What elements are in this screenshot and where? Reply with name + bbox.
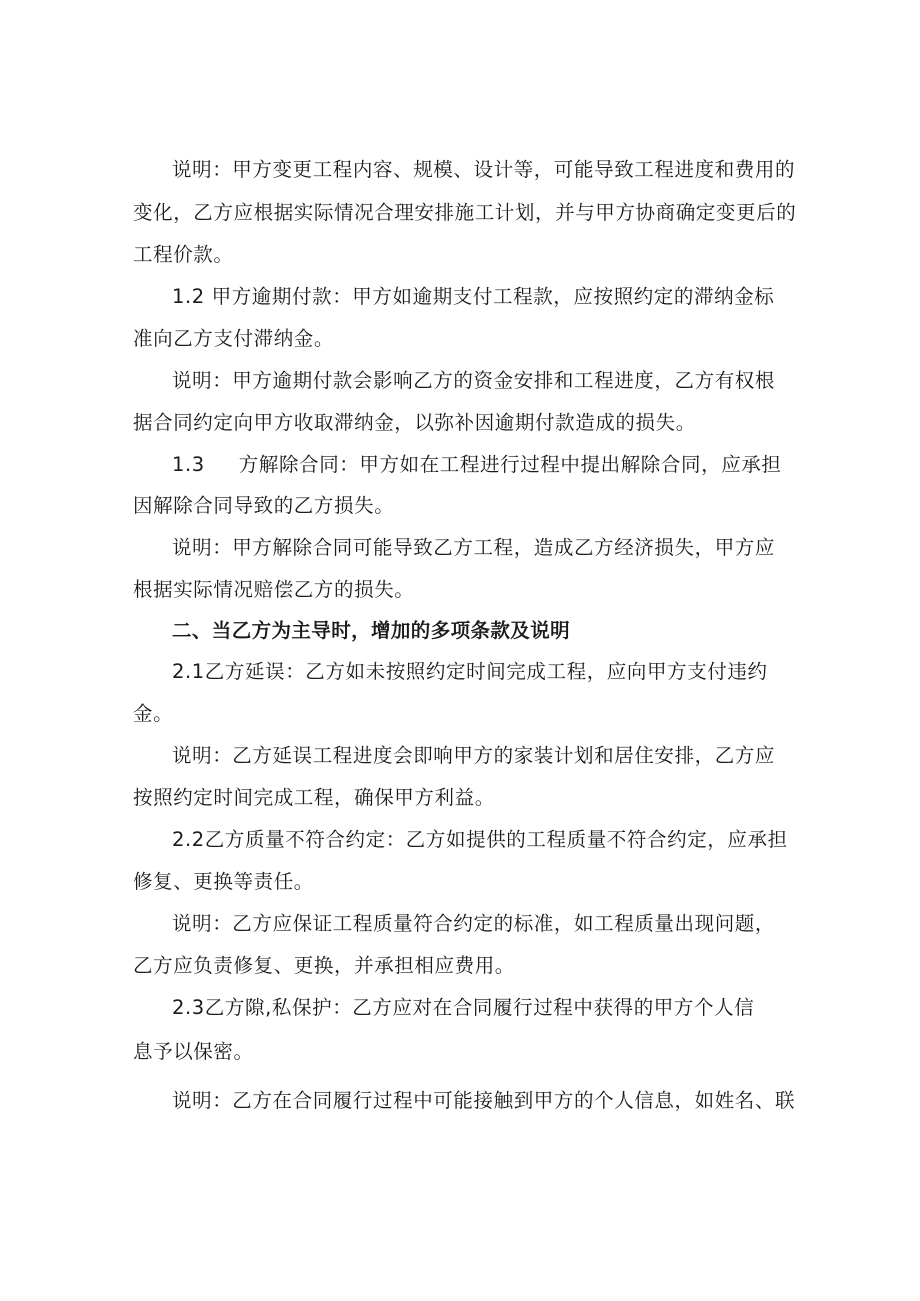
clause-2-2-line-1: 2.2乙方质量不符合约定：乙方如提供的工程质量不符合约定，应承担 — [172, 828, 788, 851]
note-1-3-line-1: 说明：甲方解除合同可能导致乙方工程，造成乙方经济损失，甲方应 — [172, 536, 776, 559]
note-2-1-line-1: 说明：乙方延误工程进度会即响甲方的家装计划和居住安排，乙方应 — [172, 744, 776, 767]
clause-1-3-line-1: 1.3 方解除合同：甲方如在工程进行过程中提出解除合同，应承担 — [172, 453, 782, 476]
note-2-2-line-2: 乙方应负责修复、更换，并承担相应费用。 — [133, 954, 515, 977]
section-2-heading: 二、当乙方为主导时，增加的多项条款及说明 — [172, 619, 571, 642]
clause-1-2-line-1: 1.2 甲方逾期付款：甲方如逾期支付工程款，应按照约定的滞纳金标 — [172, 285, 775, 308]
note-2-2-line-1: 说明：乙方应保证工程质量符合约定的标准，如工程质量出现问题， — [172, 912, 776, 935]
clause-2-3-line-1: 2.3乙方隙,私保护：乙方应对在合同履行过程中获得的甲方个人信 — [172, 996, 755, 1019]
paragraph-note-change-line-2: 变化，乙方应根据实际情况合理安排施工计划，并与甲方协商确定变更后的 — [133, 201, 797, 224]
clause-2-1-line-1: 2.1乙方延误：乙方如未按照约定时间完成工程，应向甲方支付违约 — [172, 660, 768, 683]
note-2-1-line-2: 按照约定时间完成工程，确保甲方利益。 — [133, 786, 495, 809]
note-1-2-line-1: 说明：甲方逾期付款会影响乙方的资金安排和工程进度，乙方有权根 — [172, 369, 776, 392]
note-2-3-line-1: 说明：乙方在合同履行过程中可能接触到甲方的个人信息，如姓名、联 — [172, 1089, 796, 1112]
clause-2-3-line-2: 息予以保密。 — [133, 1040, 254, 1063]
clause-2-1-line-2: 金。 — [133, 702, 174, 725]
paragraph-note-change-line-1: 说明：甲方变更工程内容、规模、设计等，可能导致工程进度和费用的 — [172, 158, 796, 181]
paragraph-note-change-line-3: 工程价款。 — [133, 243, 234, 266]
note-1-3-line-2: 根据实际情况赔偿乙方的损失。 — [133, 578, 415, 601]
note-1-2-line-2: 据合同约定向甲方收取滞纳金，以弥补因逾期付款造成的损失。 — [133, 411, 696, 434]
clause-1-2-line-2: 准向乙方支付滞纳金。 — [133, 327, 335, 350]
clause-1-3-line-2: 因解除合同导致的乙方损失。 — [133, 494, 395, 517]
clause-2-2-line-2: 修复、更换等责任。 — [133, 870, 314, 893]
